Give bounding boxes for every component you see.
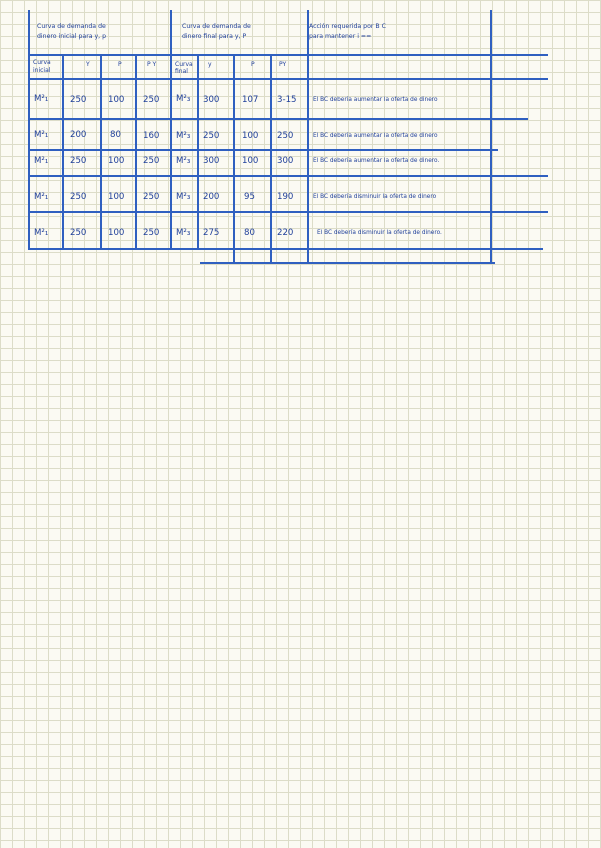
row1-curve-final: M²₃ <box>176 94 191 104</box>
row2-p-final: 100 <box>242 131 259 141</box>
row5-py: 250 <box>143 228 160 238</box>
row3-y-final: 300 <box>203 156 220 166</box>
subheader-y: Y <box>86 61 90 68</box>
line-row-3 <box>28 175 548 177</box>
row3-action: El BC debería aumentar la oferta de dinero. <box>313 158 440 164</box>
row2-y: 200 <box>70 130 87 140</box>
vline-y <box>62 54 64 248</box>
row5-p: 100 <box>108 228 125 238</box>
row4-action: El BC debería disminuir la oferta de dinero <box>313 194 437 200</box>
subheader-initial-curve-2: inicial <box>33 67 51 74</box>
row5-action: El BC debería disminuir la oferta de dinero. <box>317 230 442 236</box>
line-row-5 <box>28 248 543 250</box>
row2-p: 80 <box>110 130 121 140</box>
row1-p: 100 <box>108 95 125 105</box>
row3-curve-final: M²₃ <box>176 156 191 166</box>
line-row-1 <box>28 118 528 120</box>
vline-action <box>307 10 309 262</box>
row2-y-final: 250 <box>203 131 220 141</box>
row5-curve: M²₁ <box>34 228 49 238</box>
subheader-py: P Y <box>147 61 157 68</box>
row4-curve-final: M²₃ <box>176 192 191 202</box>
row1-py-final: 3-15 <box>277 95 297 105</box>
header-action-line2: para mantener i == <box>309 33 372 40</box>
row4-p: 100 <box>108 192 125 202</box>
row5-p-final: 80 <box>244 228 255 238</box>
subheader-y2: y <box>208 61 212 68</box>
row2-py: 160 <box>143 131 160 141</box>
line-row-4 <box>28 211 548 213</box>
row3-curve: M²₁ <box>34 156 49 166</box>
subheader-p: P <box>118 61 122 68</box>
vline-final <box>170 10 172 248</box>
row1-p-final: 107 <box>242 95 259 105</box>
row4-py: 250 <box>143 192 160 202</box>
line-row-2 <box>28 149 498 151</box>
row2-action: El BC debería aumentar la oferta de dinero <box>313 133 438 139</box>
row1-action: El BC debería aumentar la oferta de dinero <box>313 97 438 103</box>
line-bottom-stub <box>200 262 495 264</box>
vline-py2 <box>270 54 272 262</box>
row5-y: 250 <box>70 228 87 238</box>
vline-y2 <box>197 54 199 248</box>
header-initial-line2: dinero inicial para y, p <box>37 33 107 40</box>
row4-p-final: 95 <box>244 192 255 202</box>
header-final-line1: Curva de demanda de <box>182 23 251 30</box>
header-action-line1: Acción requerida por B C <box>309 23 386 30</box>
row4-y: 250 <box>70 192 87 202</box>
row1-y: 250 <box>70 95 87 105</box>
vline-p <box>100 54 102 248</box>
row5-py-final: 220 <box>277 228 294 238</box>
row5-y-final: 275 <box>203 228 220 238</box>
row3-y: 250 <box>70 156 87 166</box>
row1-y-final: 300 <box>203 95 220 105</box>
row4-curve: M²₁ <box>34 192 49 202</box>
row2-curve: M²₁ <box>34 130 49 140</box>
row2-curve-final: M²₃ <box>176 131 191 141</box>
subheader-py2: PY <box>279 61 287 68</box>
row1-py: 250 <box>143 95 160 105</box>
row3-py: 250 <box>143 156 160 166</box>
header-initial-line1: Curva de demanda de <box>37 23 106 30</box>
row3-py-final: 300 <box>277 156 294 166</box>
line-top-of-subheader <box>28 54 548 56</box>
row4-y-final: 200 <box>203 192 220 202</box>
subheader-final-curve-1: Curva <box>175 61 193 68</box>
row1-curve: M²₁ <box>34 94 49 104</box>
line-under-subheader <box>28 78 548 80</box>
row4-py-final: 190 <box>277 192 294 202</box>
row5-curve-final: M²₃ <box>176 228 191 238</box>
header-final-line2: dinero final para y, P <box>182 33 247 40</box>
vline-py <box>135 54 137 248</box>
row2-py-final: 250 <box>277 131 294 141</box>
row3-p-final: 100 <box>242 156 259 166</box>
row3-p: 100 <box>108 156 125 166</box>
subheader-initial-curve-1: Curva <box>33 59 51 66</box>
subheader-final-curve-2: final <box>175 68 188 75</box>
subheader-p2: P <box>251 61 255 68</box>
vline-right <box>490 10 492 262</box>
vline-p2 <box>233 54 235 262</box>
vline-left <box>28 10 30 248</box>
